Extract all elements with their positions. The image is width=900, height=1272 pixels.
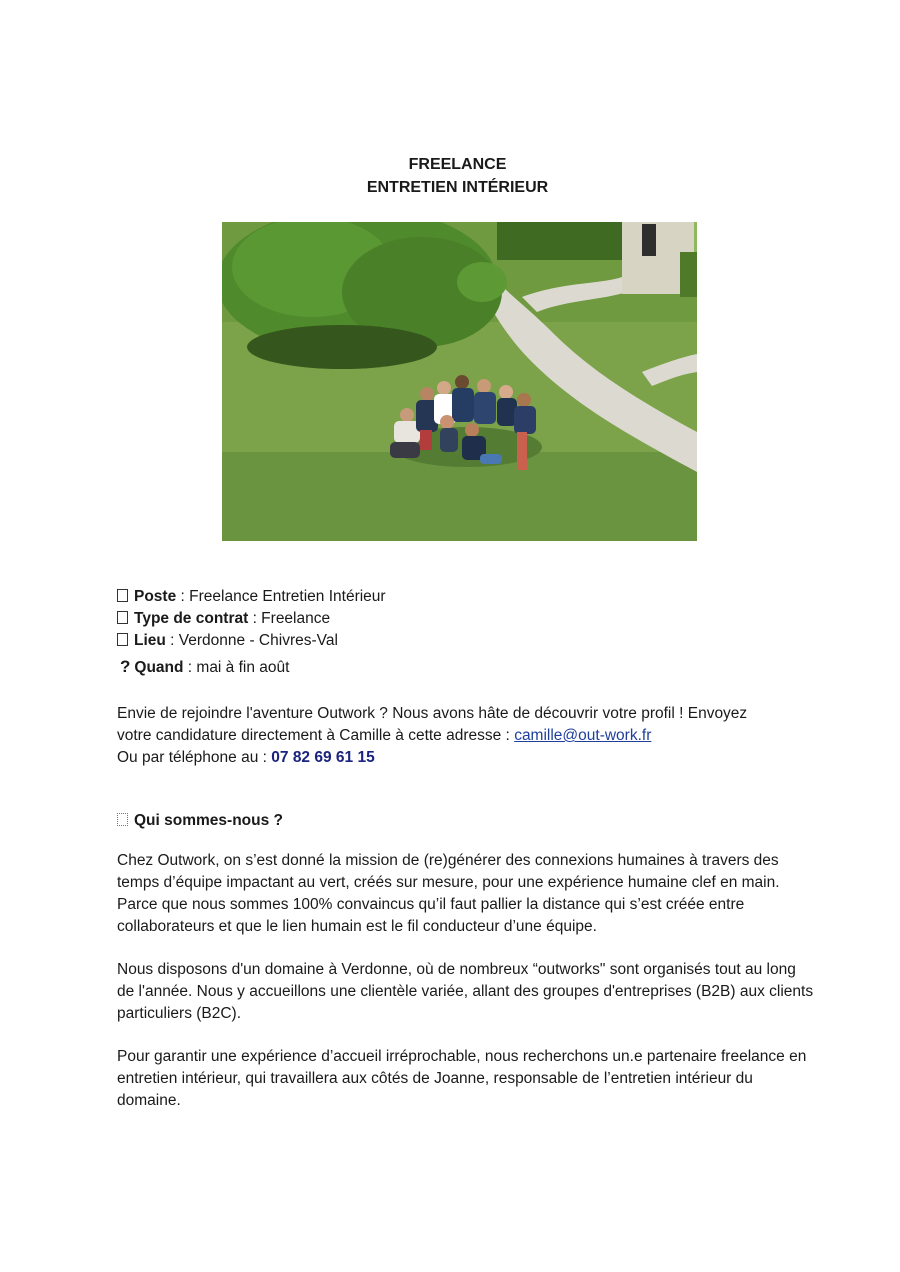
detail-label: Type de contrat [134,610,249,627]
detail-lieu [117,631,338,651]
phone-number: 07 82 69 61 15 [271,749,375,766]
title-line-2: ENTRETIEN INTÉRIEUR [366,179,549,196]
contact-line-2-text: votre candidature directement à Camille à cette adresse : [117,727,515,744]
detail-label: Poste [134,588,177,605]
detail-value: : Freelance [248,610,331,627]
detail-contrat [117,609,330,629]
detail-label: Lieu [134,632,166,649]
checkbox-icon [117,633,128,646]
about-paragraph-1: Chez Outwork, on s’est donné la mission de (re)générer des connexions humaines à travers des temps d’équipe impactant au vert, créés sur mesure, pour une expérience humaine clef en main. Parce que nous sommes 100% convaincus qu’il faut pallier la distance qui s’est créée entre collaborateurs et que le lien humain est le fil conducteur d’une équipe. [117,852,780,935]
detail-poste [117,587,386,607]
about-paragraph-2: Nous disposons d'un domaine à Verdonne, où de nombreux “outworks" sont organisés tout au long de l'année. Nous y accueillons une clientèle variée, allant des groupes d'entreprises (B2B) aux clients particuliers (B2C). [117,961,814,1022]
section-heading-text: Qui sommes-nous ? [134,812,283,829]
detail-value: : Freelance Entretien Intérieur [176,588,386,605]
email-link[interactable]: camille@out-work.fr [514,727,652,744]
contact-paragraph [117,703,817,769]
question-icon: ? [120,657,131,676]
detail-quand [120,657,289,678]
contact-line-2 [117,725,817,747]
checkbox-icon [117,611,128,624]
detail-value: : mai à fin août [183,659,290,676]
about-paragraph-3: Pour garantir une expérience d’accueil irréprochable, nous recherchons un.e partenaire freelance en entretien intérieur, qui travaillera aux côtés de Joanne, responsable de l’entretien intérieur du domaine. [117,1048,807,1109]
checkbox-icon [117,589,128,602]
section-heading [117,812,283,830]
detail-value: : Verdonne - Chivres-Val [165,632,338,649]
checkbox-icon [117,813,128,826]
contact-line-3 [117,747,817,769]
contact-line-1: Envie de rejoindre l'aventure Outwork ? Nous avons hâte de découvrir votre profil ! Envoyez [117,705,748,722]
phone-prefix: Ou par téléphone au : [117,749,272,766]
team-photo [222,222,697,541]
detail-label: Quand [134,659,184,676]
title-line-1: FREELANCE [408,156,507,173]
